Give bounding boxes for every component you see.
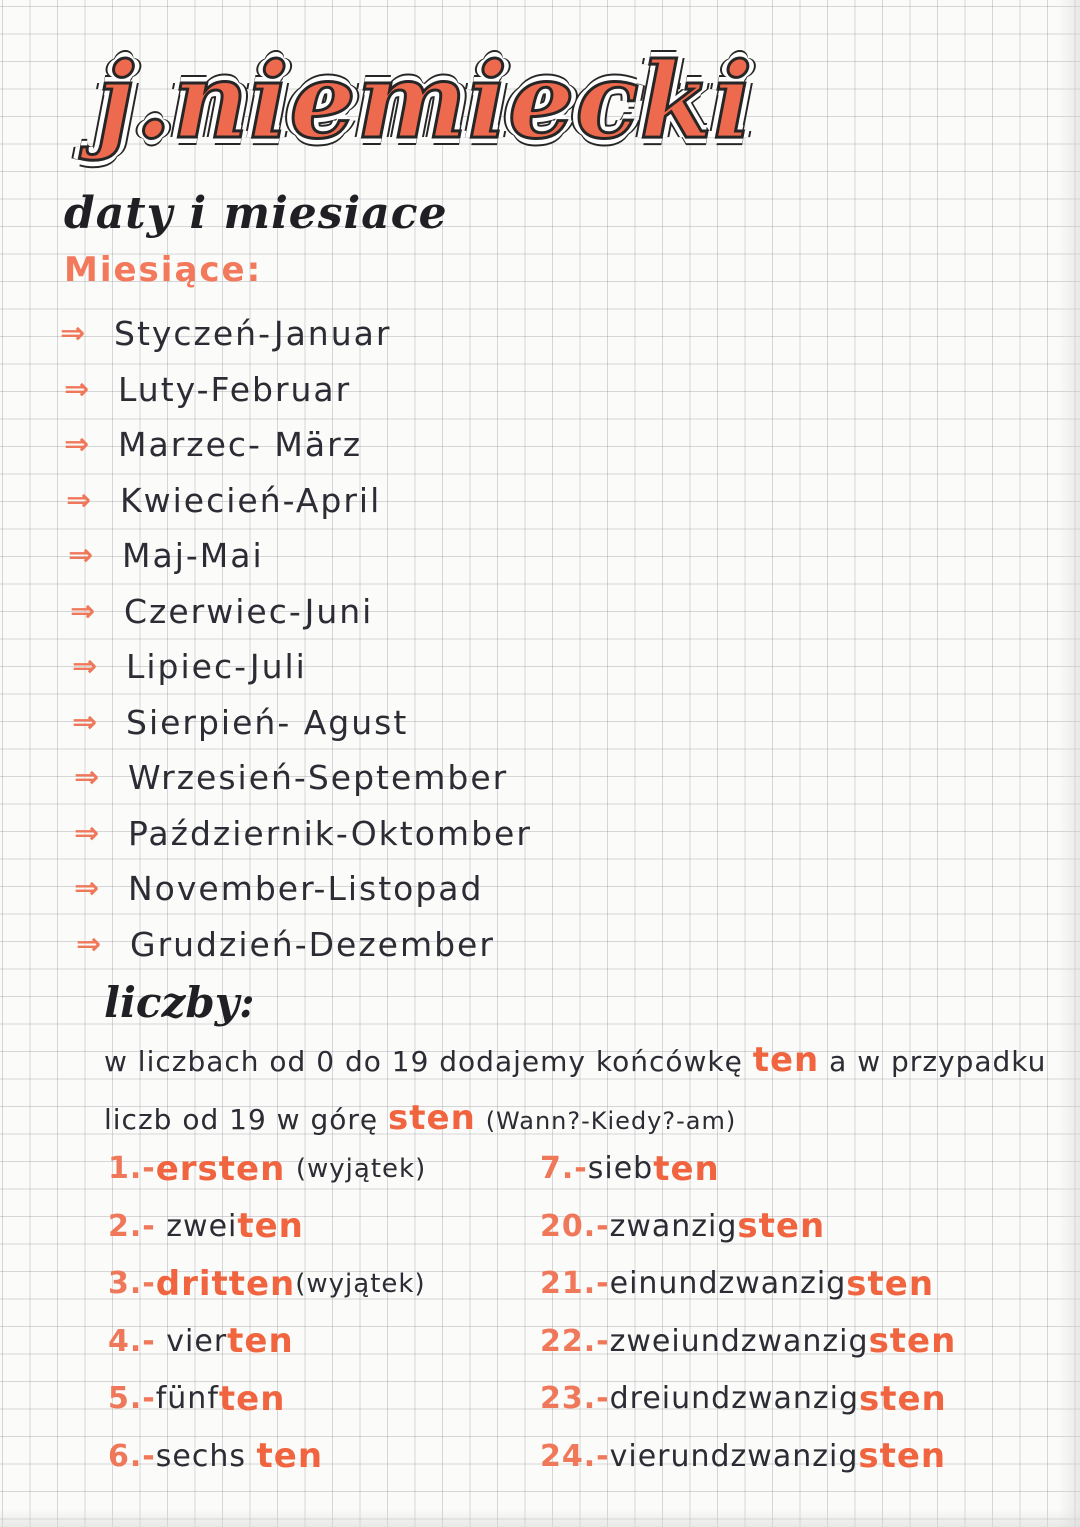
list-item: [108, 1370, 426, 1428]
list-item: [60, 750, 532, 806]
month-label: Wrzesień-September: [128, 758, 509, 798]
ordinal-suffix: sten: [868, 1321, 957, 1362]
title-banner: [20, 39, 830, 162]
list-item: [60, 695, 532, 751]
month-label: Maj-Mai: [122, 536, 264, 576]
arrow-icon: ⇒: [72, 704, 100, 740]
ordinal-number: 3.-: [108, 1266, 156, 1302]
suffix-highlight: ten: [752, 1040, 820, 1080]
month-label: November-Listopad: [128, 869, 484, 909]
ordinal-suffix: ten: [237, 1206, 304, 1247]
ordinal-suffix: sten: [737, 1206, 826, 1247]
month-label: Kwiecień-April: [120, 480, 382, 520]
arrow-icon: ⇒: [76, 926, 104, 962]
months-heading: Miesiące:: [64, 250, 263, 290]
arrow-icon: ⇒: [60, 316, 88, 352]
ordinal-stem: fünf: [155, 1381, 219, 1417]
list-item: [540, 1370, 956, 1428]
ordinal-number: 2.-: [108, 1208, 156, 1244]
ordinal-stem: dreiundzwanzig: [609, 1381, 859, 1417]
list-item: [108, 1140, 426, 1198]
suffix-highlight: sten: [388, 1098, 476, 1138]
arrow-icon: ⇒: [70, 593, 98, 629]
list-item: [540, 1255, 956, 1313]
list-item: [540, 1140, 956, 1198]
month-label: Styczeń-Januar: [114, 314, 392, 354]
ordinal-number: 24.-: [540, 1438, 610, 1474]
ordinal-stem: zwei: [166, 1208, 238, 1244]
month-label: Grudzień-Dezember: [130, 924, 495, 964]
list-item: [108, 1313, 426, 1371]
ordinal-stem: vierundzwanzig: [609, 1438, 859, 1474]
ordinal-suffix: sten: [859, 1378, 947, 1419]
list-item: [540, 1198, 956, 1256]
ordinal-suffix: sten: [858, 1436, 947, 1477]
list-item: [108, 1255, 426, 1313]
ordinal-note: (wyjątek): [295, 1153, 427, 1184]
ordinal-suffix: ten: [227, 1321, 294, 1362]
ordinal-suffix: ten: [256, 1436, 324, 1477]
list-item: [60, 917, 532, 973]
ordinal-stem: sechs: [155, 1438, 246, 1474]
month-label: Sierpień- Agust: [126, 702, 409, 742]
ordinal-number: 7.-: [540, 1151, 588, 1187]
ordinal-suffix: ten: [218, 1378, 286, 1419]
ordinal-stem: zwanzig: [609, 1208, 738, 1244]
ordinal-number: 20.-: [540, 1208, 610, 1244]
page-title: j.niemiecki: [96, 39, 754, 162]
arrow-icon: ⇒: [74, 871, 102, 907]
arrow-icon: ⇒: [74, 760, 102, 796]
month-label: Październik-Oktomber: [128, 813, 532, 853]
list-item: [108, 1198, 426, 1256]
list-item: [60, 362, 532, 418]
ordinal-suffix: sten: [846, 1263, 935, 1304]
ordinal-number: 4.-: [108, 1323, 156, 1359]
arrow-icon: ⇒: [74, 815, 102, 851]
ordinal-number: 21.-: [540, 1266, 610, 1302]
page-bottom-shadow: [0, 1509, 1080, 1527]
ordinal-stem: vier: [166, 1323, 228, 1359]
subtitle: daty i miesiace: [64, 188, 448, 239]
ordinal-list-right: [540, 1140, 956, 1485]
page-edge-shadow: [1058, 0, 1080, 1527]
arrow-icon: ⇒: [64, 371, 92, 407]
rule-paragraph: [104, 1032, 1064, 1149]
list-item: [60, 806, 532, 862]
list-item: [60, 306, 532, 362]
ordinal-number: 22.-: [540, 1323, 610, 1359]
arrow-icon: ⇒: [68, 538, 96, 574]
ordinal-suffix: ten: [653, 1148, 720, 1189]
month-label: Lipiec-Juli: [126, 647, 307, 687]
paragraph-text: a w przypadku liczb od 19 w górę: [104, 1045, 1047, 1136]
ordinal-stem: einundzwanzig: [609, 1266, 847, 1302]
arrow-icon: ⇒: [64, 427, 92, 463]
ordinal-note: (wyjątek): [295, 1268, 426, 1299]
list-item: [60, 528, 532, 584]
month-label: Marzec- März: [118, 425, 363, 465]
ordinal-number: 1.-: [108, 1151, 156, 1187]
arrow-icon: ⇒: [72, 649, 100, 685]
month-label: Luty-Februar: [118, 369, 352, 409]
month-label: Czerwiec-Juni: [124, 591, 374, 631]
ordinal-number: 6.-: [108, 1438, 156, 1474]
list-item: [540, 1313, 956, 1371]
month-list: [60, 306, 532, 972]
list-item: [108, 1428, 426, 1486]
numbers-heading: liczby:: [104, 978, 255, 1027]
list-item: [540, 1428, 956, 1486]
list-item: [60, 639, 532, 695]
list-item: [60, 861, 532, 917]
ordinal-suffix: dritten: [155, 1263, 296, 1304]
list-item: [60, 473, 532, 529]
paragraph-note: (Wann?-Kiedy?-am): [485, 1107, 737, 1135]
paragraph-text: w liczbach od 0 do 19 dodajemy końcówkę: [104, 1045, 743, 1078]
ordinal-stem: zweiundzwanzig: [609, 1323, 869, 1359]
ordinal-number: 5.-: [108, 1381, 156, 1417]
arrow-icon: ⇒: [66, 482, 94, 518]
ordinal-list-left: [108, 1140, 426, 1485]
ordinal-number: 23.-: [540, 1381, 610, 1417]
ordinal-suffix: ersten: [155, 1148, 286, 1189]
list-item: [60, 417, 532, 473]
ordinal-stem: sieb: [587, 1151, 654, 1187]
list-item: [60, 584, 532, 640]
